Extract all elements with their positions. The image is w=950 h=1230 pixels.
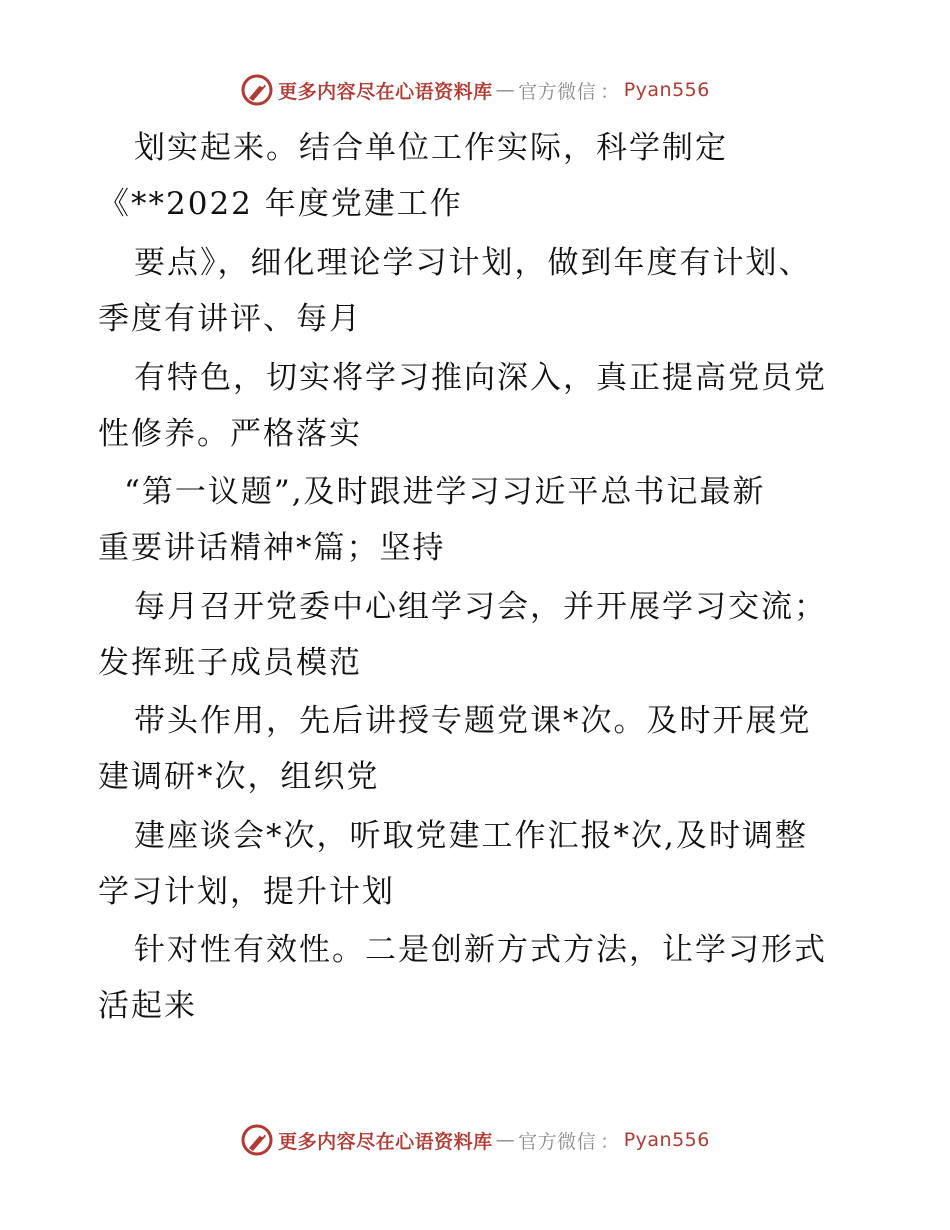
text-line: “第一议题”,及时跟进学习习近平总书记最新 xyxy=(124,474,766,510)
text-line: 活起来 xyxy=(98,988,197,1024)
banner-handle: Pyan556 xyxy=(623,79,710,101)
text-line: 针对性有效性。二是创新方式方法，让学习形式 xyxy=(134,932,827,968)
banner-wechat-label: 官方微信 xyxy=(518,1130,597,1153)
text-line: 重要讲话精神*篇；坚持 xyxy=(98,530,446,566)
pen-circle-logo-icon xyxy=(240,1123,274,1157)
banner-colon: ： xyxy=(600,80,620,103)
text-line: 带头作用，先后讲授专题党课*次。及时开展党 xyxy=(134,703,812,739)
banner-separator: — xyxy=(495,79,516,101)
banner-handle: Pyan556 xyxy=(623,1129,710,1151)
banner-separator: — xyxy=(495,1129,516,1151)
text-line: 《**2022 年度党建工作 xyxy=(98,186,463,222)
text-line: 划实起来。结合单位工作实际，科学制定 xyxy=(134,130,728,166)
banner-brand: 更多内容尽在心语资料库 xyxy=(278,80,493,103)
text-line: 性修养。严格落实 xyxy=(98,416,362,452)
text-line: 季度有讲评、每月 xyxy=(98,301,362,337)
text-line: 要点》，细化理论学习计划，做到年度有计划、 xyxy=(134,245,812,281)
text-line: 发挥班子成员模范 xyxy=(98,645,362,681)
text-line: 有特色，切实将学习推向深入，真正提高党员党 xyxy=(134,360,827,396)
header-banner xyxy=(0,70,950,110)
text-line: 建座谈会*次，听取党建工作汇报*次,及时调整 xyxy=(134,818,808,854)
text-line: 每月召开党委中心组学习会，并开展学习交流； xyxy=(134,589,827,625)
footer-banner xyxy=(0,1120,950,1160)
pen-circle-logo-icon xyxy=(240,73,274,107)
text-line: 学习计划，提升计划 xyxy=(98,874,395,910)
banner-brand: 更多内容尽在心语资料库 xyxy=(278,1130,493,1153)
banner-colon: ： xyxy=(600,1130,620,1153)
text-line: 建调研*次，组织党 xyxy=(98,759,380,795)
banner-wechat-label: 官方微信 xyxy=(518,80,597,103)
